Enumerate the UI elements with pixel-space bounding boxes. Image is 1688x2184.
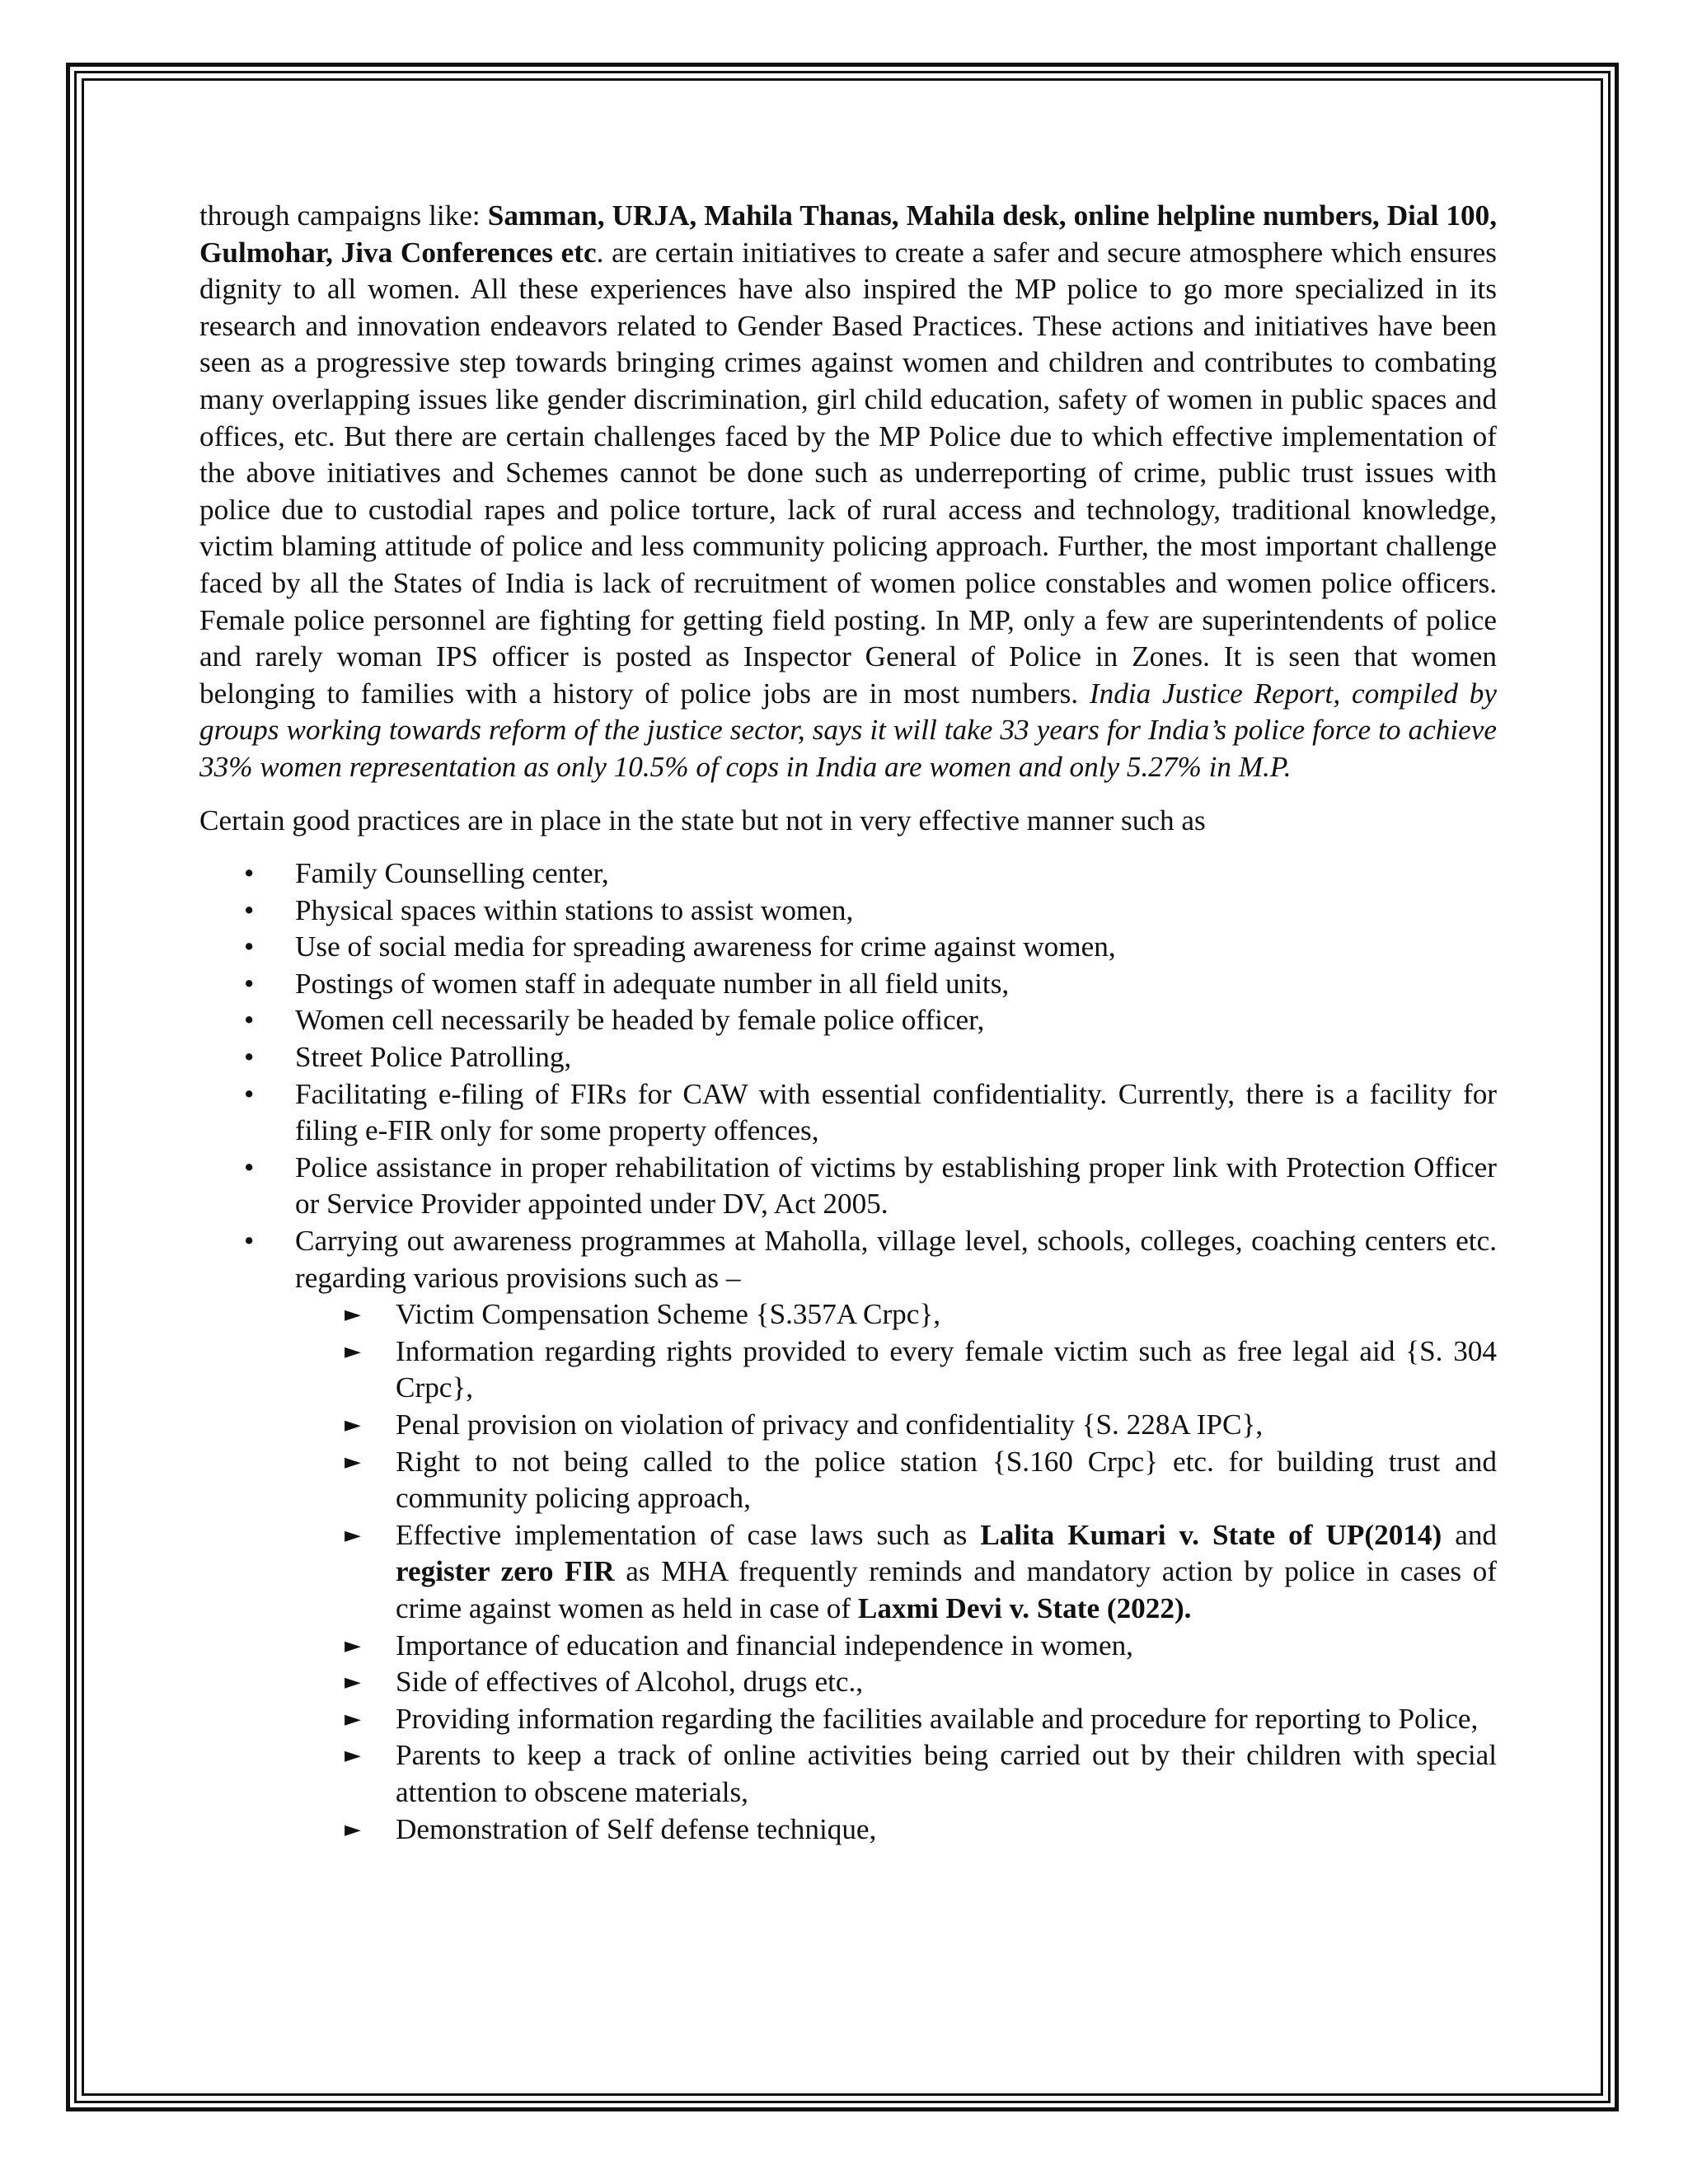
- arrow-bullet-icon: ►: [345, 1633, 361, 1658]
- sub-list-item: ► Demonstration of Self defense technique,: [199, 1811, 1497, 1849]
- bullet-icon: •: [244, 1151, 255, 1183]
- case-lalita-kumari: Lalita Kumari v. State of UP(2014): [980, 1518, 1442, 1551]
- paragraph-text-2: . are certain initiatives to create a safer and secure atmosphere which ensures dignity to all women. All these experiences have also inspired the MP police to go more specialized in its research and innovation endeavors related to Gender Based Practices. These actions and initiatives have been seen as a progressive step towards bringing crimes against women and children and contributes to combating many overlapping issues like gender discrimination, girl child education, safety of women in public spaces and offices, etc. But there are certain challenges faced by the MP Police due to which effective implementation of the above initiatives and Schemes cannot be done such as underreporting of crime, public trust issues with police due to custodial rapes and police torture, lack of rural access and technology, traditional knowledge, victim blaming attitude of police and less community policing approach. Further, the most important challenge faced by all the States of India is lack of recruitment of women police constables and women police officers. Female police personnel are fighting for getting field posting. In MP, only a few are superintendents of police and rarely woman IPS officer is posted as Inspector General of Police in Zones. It is seen that women belonging to families with a history of police jobs are in most numbers.: [199, 236, 1497, 710]
- list-item: • Street Police Patrolling,: [199, 1039, 1497, 1076]
- sub-list-item: ► Parents to keep a track of online activities being carried out by their children with special attention to obscene materials,: [345, 1739, 1497, 1808]
- bullet-icon: •: [244, 893, 255, 926]
- list-item: • Facilitating e-filing of FIRs for CAW with essential confidentiality. Currently, there is a facility for filing e-FIR only for some property offences,: [244, 1077, 1497, 1147]
- bullet-icon: •: [244, 1041, 255, 1074]
- arrow-bullet-icon: ►: [345, 1413, 361, 1437]
- bullet-icon: •: [244, 930, 255, 963]
- arrow-bullet-icon: ►: [345, 1816, 361, 1842]
- bullet-icon: •: [244, 1004, 255, 1037]
- sub-list-item: ► Providing information regarding the facilities available and procedure for reporting to Police,: [199, 1701, 1497, 1738]
- sub-list-item: ► Victim Compensation Scheme {S.357A Crpc},: [199, 1296, 1497, 1333]
- sub-list-item: ► Penal provision on violation of privacy and confidentiality {S. 228A IPC},: [199, 1407, 1497, 1444]
- good-practices-intro: Certain good practices are in place in the state but not in very effective manner such as: [199, 804, 1206, 837]
- arrow-bullet-icon: ►: [345, 1338, 361, 1364]
- list-item: • Postings of women staff in adequate number in all field units,: [199, 966, 1497, 1003]
- list-item: • Women cell necessarily be headed by female police officer,: [199, 1002, 1497, 1039]
- campaign-names: Samman, URJA, Mahila Thanas, Mahila desk, online helpline numbers, Dial 100, Gulmohar, Jiva Conferences etc: [199, 199, 1497, 269]
- sub-list-item: ► Side of effectives of Alcohol, drugs etc.,: [199, 1664, 1497, 1701]
- arrow-bullet-icon: ►: [345, 1743, 361, 1769]
- arrow-bullet-icon: ►: [345, 1670, 361, 1695]
- sub-list-item: ► Effective implementation of case laws such as Lalita Kumari v. State of UP(2014) and register zero FIR as MHA frequently reminds and mandatory action by police in cases of crime against women as held in case of Laxmi Devi v. State (2022).: [345, 1518, 1498, 1624]
- bullet-icon: •: [244, 1225, 255, 1258]
- main-paragraph: [199, 198, 1497, 786]
- awareness-provisions-list: [295, 1296, 1497, 1848]
- india-justice-report-quote: India Justice Report, compiled by groups working towards reform of the justice sector, says it will take 33 years for India’s police force to achieve 33% women representation as only 10.5% of cops in India are women and only 5.27% in M.P.: [199, 677, 1497, 783]
- list-item-awareness-programmes: • Carrying out awareness programmes at Maholla, village level, schools, colleges, coaching centers etc. regarding various provisions such as – ► Victim Compensation Scheme {S.357A Crpc}, ► Information regarding rights provided to every female victim such as free legal aid {S. 304 Crpc}, ► Penal provision on violation of privacy and confidentiality {S. 228A IPC}, ► Right to not being called to the police station {S.160 Crpc} etc. for building trust and community policing approach, ► Effective implementation of case laws such as Lalita Kumari v. State of UP(2014) and register zero FIR as MHA frequently reminds and mandatory action by police in cases of crime against women as held in case of Laxmi Devi v. State (2022). ► Importance of education and financial independence in women, ► Side of effectives of Alcohol, drugs etc., ► Providing information regarding the facilities available and procedure for reporting to Police, ► Parents to keep a track of online activities being carried out by their children with special attention to obscene materials, ► Demonstration of Self defense technique,: [199, 1223, 1497, 1848]
- document-body: [199, 198, 1497, 1848]
- arrow-bullet-icon: ►: [345, 1706, 361, 1732]
- good-practices-list: [199, 855, 1497, 1848]
- register-zero-fir: register zero FIR: [396, 1555, 615, 1588]
- list-item: • Police assistance in proper rehabilitation of victims by establishing proper link with Protection Officer or Service Provider appointed under DV, Act 2005.: [244, 1151, 1497, 1221]
- bullet-icon: •: [244, 857, 255, 890]
- bullet-icon: •: [244, 1077, 255, 1110]
- sub-list-item: ► Importance of education and financial independence in women,: [199, 1628, 1497, 1665]
- arrow-bullet-icon: ►: [345, 1522, 361, 1548]
- list-item: • Family Counselling center,: [199, 855, 1497, 893]
- list-item: • Use of social media for spreading awareness for crime against women,: [199, 929, 1497, 966]
- sub-list-item: ► Information regarding rights provided to every female victim such as free legal aid {S. 304 Crpc},: [345, 1334, 1497, 1404]
- arrow-bullet-icon: ►: [345, 1449, 361, 1474]
- sub-list-item: ► Right to not being called to the police station {S.160 Crpc} etc. for building trust and community policing approach,: [345, 1445, 1497, 1515]
- case-laxmi-devi: Laxmi Devi v. State (2022).: [857, 1591, 1192, 1624]
- list-item: • Physical spaces within stations to assist women,: [199, 893, 1497, 930]
- bullet-icon: •: [244, 967, 255, 1000]
- arrow-bullet-icon: ►: [345, 1302, 361, 1328]
- paragraph-text-1: through campaigns like:: [199, 199, 488, 232]
